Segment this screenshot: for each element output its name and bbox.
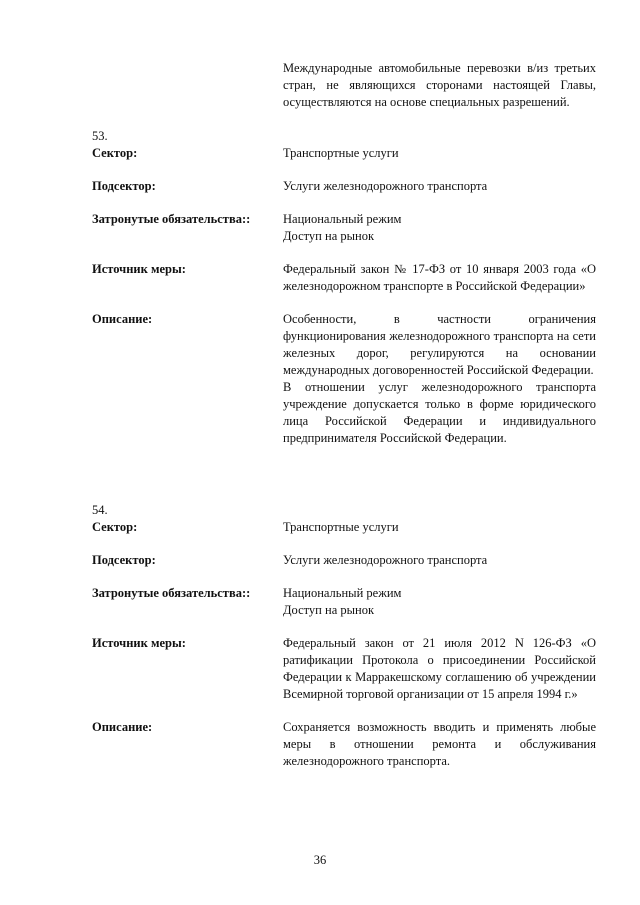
- entry-53: [92, 128, 596, 447]
- subsector-value: Услуги железнодорожного транспорта: [283, 179, 488, 193]
- subsector-label: Подсектор:: [92, 553, 156, 567]
- entry-54: [92, 502, 596, 770]
- obligation-item: Доступ на рынок: [283, 229, 375, 243]
- description-paragraph: Особенности, в частности ограничения функционирования железнодорожного транспорта на сети железных дорог, регулируются на основании международных договоренностей Российской Федерации.: [283, 312, 596, 377]
- description-row: [92, 719, 596, 770]
- subsector-value: Услуги железнодорожного транспорта: [283, 553, 488, 567]
- entry-number: 54.: [92, 503, 108, 517]
- obligations-label: Затронутые обязательства::: [92, 212, 251, 226]
- subsector-row: [92, 178, 596, 195]
- sector-label: Сектор:: [92, 520, 138, 534]
- sector-row: [92, 145, 596, 162]
- source-row: [92, 635, 596, 703]
- subsector-label: Подсектор:: [92, 179, 156, 193]
- sector-value: Транспортные услуги: [283, 520, 399, 534]
- source-row: [92, 261, 596, 295]
- entry-number: 53.: [92, 129, 108, 143]
- subsector-row: [92, 552, 596, 569]
- page-number: 36: [313, 853, 327, 867]
- description-row: [92, 311, 596, 447]
- sector-label: Сектор:: [92, 146, 138, 160]
- description-label: Описание:: [92, 720, 153, 734]
- intro-paragraph: Международные автомобильные перевозки в/из третьих стран, не являющихся сторонами настоящей Главы, осуществляются на основе специальных разрешений.: [283, 61, 596, 109]
- obligations-row: [92, 211, 596, 245]
- source-label: Источник меры:: [92, 636, 186, 650]
- obligation-item: Национальный режим: [283, 212, 402, 226]
- obligations-row: [92, 585, 596, 619]
- description-paragraph: Сохраняется возможность вводить и применять любые меры в отношении ремонта и обслуживания железнодорожного транспорта.: [283, 720, 596, 768]
- source-value: Федеральный закон от 21 июля 2012 N 126-ФЗ «О ратификации Протокола о присоединении Российской Федерации к Марракешскому соглашению об учреждении Всемирной торговой организации от 15 апреля 1994 г.»: [283, 636, 596, 701]
- source-value: Федеральный закон № 17-ФЗ от 10 января 2003 года «О железнодорожном транспорте в Российской Федерации»: [283, 262, 596, 293]
- description-paragraph: В отношении услуг железнодорожного транспорта учреждение допускается только в форме юридического лица Российской Федерации и индивидуального предпринимателя Российской Федерации.: [283, 380, 596, 445]
- sector-value: Транспортные услуги: [283, 146, 399, 160]
- source-label: Источник меры:: [92, 262, 186, 276]
- obligation-item: Доступ на рынок: [283, 603, 375, 617]
- sector-row: [92, 519, 596, 536]
- obligations-label: Затронутые обязательства::: [92, 586, 251, 600]
- description-label: Описание:: [92, 312, 153, 326]
- obligation-item: Национальный режим: [283, 586, 402, 600]
